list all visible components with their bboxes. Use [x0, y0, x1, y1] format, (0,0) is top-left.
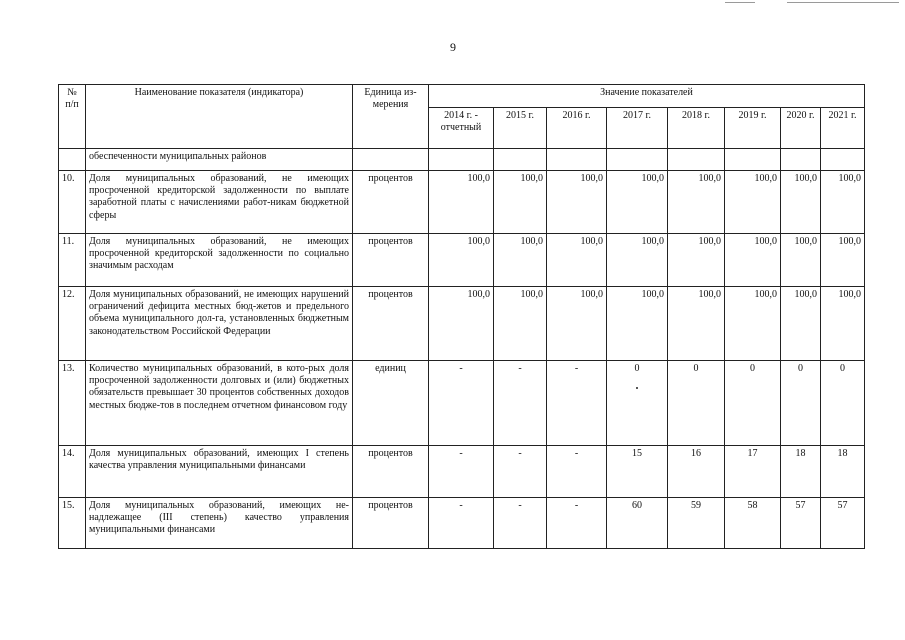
- indicator-value: 0: [607, 361, 668, 446]
- indicator-name: Доля муниципальных образований, имеющих I степень качества управления муниципальными финансами: [86, 446, 353, 498]
- indicator-value: -: [429, 498, 494, 549]
- indicator-value: 100,0: [668, 287, 725, 361]
- table-row: [59, 446, 865, 498]
- indicator-value: 100,0: [725, 234, 781, 287]
- indicator-value: 59: [668, 498, 725, 549]
- row-number: 12.: [59, 287, 86, 361]
- indicator-value: 18: [821, 446, 865, 498]
- indicator-value: 18: [781, 446, 821, 498]
- indicator-value: 100,0: [429, 234, 494, 287]
- indicator-value: -: [547, 498, 607, 549]
- indicator-value: 100,0: [781, 234, 821, 287]
- indicator-value: 0: [821, 361, 865, 446]
- indicator-value: -: [547, 361, 607, 446]
- indicator-value: [547, 149, 607, 171]
- indicator-name: Доля муниципальных образований, не имеющих нарушений ограничений дефицита местных бюд-жетов и предельного объема муниципального дол-га, установленных бюджетным законодательством Российской Федерации: [86, 287, 353, 361]
- page-number: 9: [450, 40, 456, 54]
- indicator-value: -: [494, 361, 547, 446]
- indicator-value: 100,0: [668, 171, 725, 234]
- row-number: 15.: [59, 498, 86, 549]
- indicator-value: 100,0: [547, 234, 607, 287]
- scan-edge-line: [725, 2, 755, 3]
- row-number: 14.: [59, 446, 86, 498]
- indicator-value: 100,0: [494, 287, 547, 361]
- indicator-value: -: [429, 361, 494, 446]
- indicator-value: 100,0: [547, 171, 607, 234]
- header-year: 2018 г.: [668, 108, 725, 149]
- indicator-value: 100,0: [607, 287, 668, 361]
- indicator-value: 100,0: [494, 171, 547, 234]
- indicator-value: -: [494, 498, 547, 549]
- header-year: 2014 г. - отчетный: [429, 108, 494, 149]
- indicator-unit: процентов: [353, 287, 429, 361]
- header-unit: Единица из-мерения: [353, 85, 429, 149]
- header-year: 2021 г.: [821, 108, 865, 149]
- row-number: 10.: [59, 171, 86, 234]
- row-number: [59, 149, 86, 171]
- indicator-name: обеспеченности муниципальных районов: [86, 149, 353, 171]
- indicator-value: 0: [781, 361, 821, 446]
- indicator-value: 100,0: [607, 171, 668, 234]
- indicator-unit: единиц: [353, 361, 429, 446]
- indicator-value: 58: [725, 498, 781, 549]
- indicator-value: 100,0: [668, 234, 725, 287]
- indicator-value: 100,0: [781, 171, 821, 234]
- header-year: 2016 г.: [547, 108, 607, 149]
- indicator-unit: процентов: [353, 234, 429, 287]
- table-body: [59, 149, 865, 549]
- header-year: 2019 г.: [725, 108, 781, 149]
- indicator-value: [781, 149, 821, 171]
- indicator-name: Доля муниципальных образований, не имеющих просроченной кредиторской задолженности по выплате заработной платы с начислениями работ-никам бюджетной сферы: [86, 171, 353, 234]
- table-row: [59, 361, 865, 446]
- indicator-unit: процентов: [353, 171, 429, 234]
- indicator-value: 100,0: [781, 287, 821, 361]
- indicator-value: 100,0: [429, 171, 494, 234]
- indicator-name: Доля муниципальных образований, имеющих не-надлежащее (III степень) качество управления муниципальными финансами: [86, 498, 353, 549]
- indicator-value: 0: [725, 361, 781, 446]
- header-name: Наименование показателя (индикатора): [86, 85, 353, 149]
- indicator-value: -: [547, 446, 607, 498]
- header-year: 2015 г.: [494, 108, 547, 149]
- indicator-value: [821, 149, 865, 171]
- indicator-value: 100,0: [429, 287, 494, 361]
- indicator-name: Доля муниципальных образований, не имеющих просроченной кредиторской задолженности по социально значимым расходам: [86, 234, 353, 287]
- indicator-value: -: [494, 446, 547, 498]
- row-number: 11.: [59, 234, 86, 287]
- indicator-value: 100,0: [494, 234, 547, 287]
- indicator-unit: процентов: [353, 446, 429, 498]
- table-row: [59, 498, 865, 549]
- table-row: [59, 234, 865, 287]
- table-row: [59, 287, 865, 361]
- table-row: [59, 149, 865, 171]
- indicator-value: [607, 149, 668, 171]
- indicator-unit: процентов: [353, 498, 429, 549]
- indicator-value: 60: [607, 498, 668, 549]
- indicator-value: 100,0: [547, 287, 607, 361]
- table-row: [59, 171, 865, 234]
- indicator-value: 17: [725, 446, 781, 498]
- scan-speck: [636, 387, 638, 389]
- indicator-value: 100,0: [607, 234, 668, 287]
- indicator-value: 15: [607, 446, 668, 498]
- indicator-value: 100,0: [821, 234, 865, 287]
- indicators-table: [58, 84, 865, 549]
- indicator-value: [725, 149, 781, 171]
- indicator-value: [668, 149, 725, 171]
- indicator-value: 100,0: [821, 287, 865, 361]
- indicator-value: 16: [668, 446, 725, 498]
- scan-edge-line: [787, 2, 899, 3]
- indicator-value: -: [429, 446, 494, 498]
- header-number: № п/п: [59, 85, 86, 149]
- header-year: 2020 г.: [781, 108, 821, 149]
- indicator-value: 57: [821, 498, 865, 549]
- indicator-value: 100,0: [725, 171, 781, 234]
- indicator-name: Количество муниципальных образований, в кото-рых доля просроченной задолженности долговых и (или) бюджетных обязательств превышает 30 процентов собственных доходов местных бюдже-тов в последнем отчетном финансовом году: [86, 361, 353, 446]
- indicator-value: [494, 149, 547, 171]
- indicator-value: 0: [668, 361, 725, 446]
- row-number: 13.: [59, 361, 86, 446]
- indicator-unit: [353, 149, 429, 171]
- indicator-value: [429, 149, 494, 171]
- header-values-group: Значение показателей: [429, 85, 865, 108]
- header-year: 2017 г.: [607, 108, 668, 149]
- indicator-value: 57: [781, 498, 821, 549]
- indicator-value: 100,0: [821, 171, 865, 234]
- indicator-value: 100,0: [725, 287, 781, 361]
